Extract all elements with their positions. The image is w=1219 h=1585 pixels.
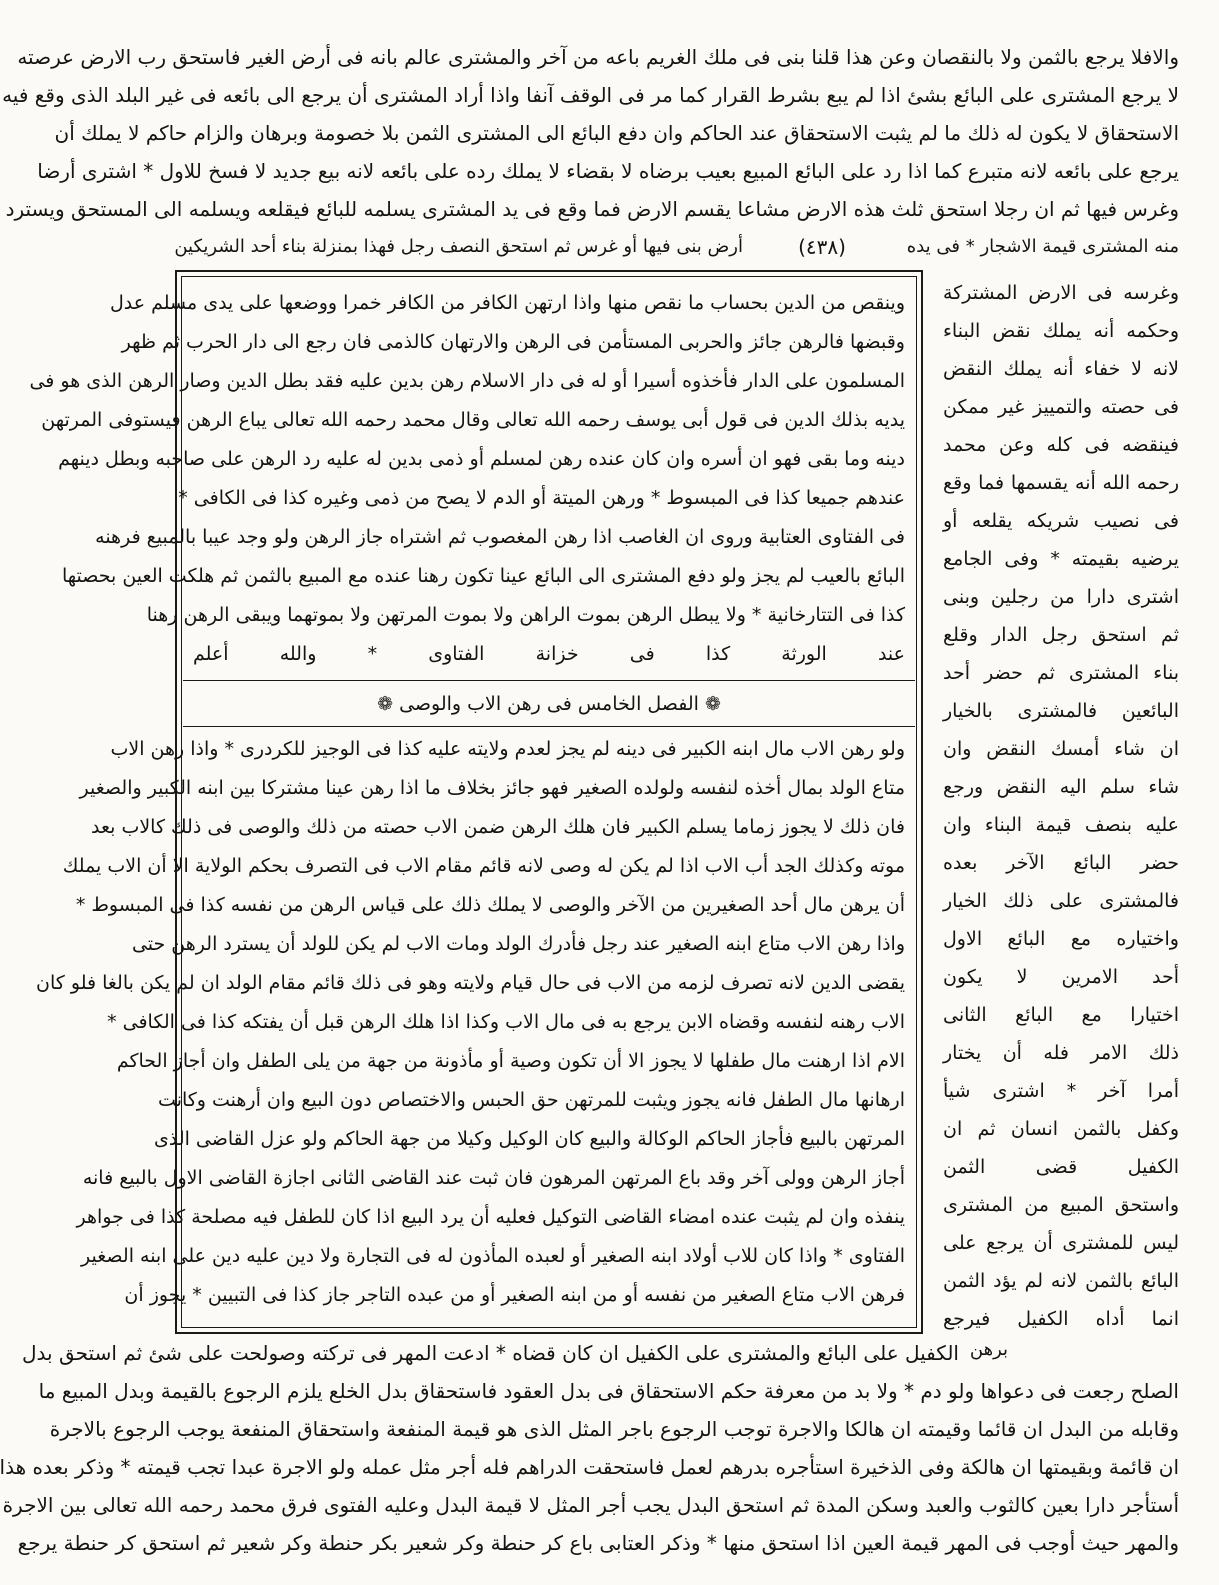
page-number: (٤٣٨) bbox=[798, 235, 846, 259]
side-line: اختيارا مع البائع الثانى bbox=[943, 1004, 1179, 1026]
top-line: يرجع على بائعه لانه متبرع كما اذا رد على البائع المبيع بعيب برضاه لا بقضاء لا يملك رده على بائعه لانه بيع جديد لا فسخ للاول * اشترى أرضا bbox=[37, 159, 1179, 183]
box-line: الفتاوى * واذا كان للاب أولاد ابنه الصغير أو لعبده المأذون له فى التجارة ولا دين عليه دين على ابنه الصغير bbox=[81, 1245, 905, 1267]
side-line: ليس للمشترى أن يرجع على bbox=[943, 1232, 1179, 1254]
bottom-line: الكفيل على البائع والمشترى على الكفيل ان كان قضاه * ادعت المهر فى تركته وصولحت على شئ ثم استحق بدل bbox=[22, 1341, 959, 1365]
box-line: فان ذلك لا يجوز زماما يسلم الكبير فان هلك الرهن ضمن الاب حصته من ذلك والوصى فى ذلك كالاب بعد bbox=[90, 816, 905, 838]
side-line: فى حصته والتمييز غير ممكن bbox=[943, 396, 1179, 418]
box-line: يقضى الدين لانه تصرف لزمه من الاب فى حال قيام ولايته وهو فى ذلك قائم مقام الولد ان لم يكن بالغا فلو كان bbox=[36, 972, 905, 994]
side-line: البائعين فالمشترى بالخيار bbox=[943, 700, 1179, 722]
side-line: وحكمه أنه يملك نقض البناء bbox=[943, 320, 1179, 342]
side-line: عليه بنصف قيمة البناء وان bbox=[943, 814, 1179, 836]
top-line: الاستحقاق لا يكون له ذلك ما لم يثبت الاستحقاق عند الحاكم وان دفع البائع الى المشترى الثمن بلا خصومة وبرهان والزام حاكم لا يملك أن bbox=[54, 121, 1179, 145]
bottom-line: ان قائمة وبقيمتها ان هالكة وفى الذخيرة استأجره بدرهم لعمل فاستحقت الدراهم فله أجر مثل عمله ولو الاجرة عبدا تجب قيمته * وذكر بعده هذا bbox=[0, 1455, 1179, 1479]
section-title bbox=[193, 686, 905, 722]
box-line: أجاز الرهن وولى آخر وقد باع المرتهن المرهون فان ثبت عند القاضى الثانى اجازة القاضى الاول بالبيع فانه bbox=[82, 1167, 905, 1189]
side-line: أحد الامرين لا يكون bbox=[943, 966, 1179, 988]
ornament-right-icon: ❁ bbox=[377, 693, 400, 715]
box-line: ينفذه وان لم يثبت عنده امضاء القاضى التوكيل فعليه أن يرد البيع اذا كان للطفل فيه مصلحة كذا فى جواهر bbox=[76, 1206, 905, 1228]
box-line: عند الورثة كذا فى خزانة الفتاوى * والله أعلم bbox=[193, 643, 905, 665]
box-line: أن يرهن مال أحد الصغيرين من الآخر والوصى لا يملك ذلك على قياس الرهن من نفسه كذا فى المبسوط * bbox=[75, 894, 905, 916]
side-line: وغرسه فى الارض المشتركة bbox=[943, 282, 1179, 304]
side-line: فينقضه فى كله وعن محمد bbox=[943, 434, 1179, 456]
box-line: متاع الولد بمال أخذه لنفسه ولولده الصغير فهو جائز بخلاف ما اذا رهن عينا مشتركا بين ابنه الكبير والصغير bbox=[79, 777, 905, 799]
side-line: أمرا آخر * اشترى شيأ bbox=[943, 1080, 1179, 1102]
side-line: واختياره مع البائع الاول bbox=[943, 928, 1179, 950]
bottom-line: والمهر حيث أوجب فى المهر قيمة العين اذا استحق منها * وذكر العتابى باع كر حنطة وكر شعير بكر حنطة وكر شعير ثم استحق كر حنطة يرجع bbox=[17, 1531, 1179, 1555]
caption-right: منه المشترى قيمة الاشجار * فى يده bbox=[906, 236, 1179, 257]
side-line: لانه لا خفاء أنه يملك النقض bbox=[943, 358, 1179, 380]
top-line: لا يرجع المشترى على البائع بشئ اذا لم يبع بشرط القرار كما مر فى الوقف آنفا واذا أراد المشترى أن يرجع الى بائعه فى غير البلد الذى وقع فيه bbox=[2, 83, 1179, 107]
box-line: فرهن الاب متاع الصغير من نفسه أو من ابنه الصغير أو من عبده التاجر جاز كذا فى التبيين * يجوز أن bbox=[124, 1284, 905, 1306]
bottom-line: أستأجر دارا بعين كالثوب والعبد وسكن المدة ثم استحق البدل يجب أجر المثل لا قيمة البدل وعليه الفتوى فرق محمد رحمه الله تعالى بين الاجرة bbox=[2, 1493, 1179, 1517]
box-line: البائع بالعيب لم يجز ولو دفع المشترى الى البائع عينا تكون رهنا عنده مع المبيع بالثمن ثم هلكت العين بحصتها bbox=[61, 565, 905, 587]
box-line: وقبضها فالرهن جائز والحربى المستأمن فى الرهن والارتهان كالذمى فان رجع الى دار الحرب ثم ظهر bbox=[121, 331, 905, 353]
box-line: ارهانها مال الطفل فانه يجوز ويثبت للمرتهن حق الحبس والاختصاص دون البيع وان أرهنت وكانت bbox=[158, 1089, 905, 1111]
box-line: الام اذا ارهنت مال طفلها لا يجوز الا أن تكون وصية أو مأذونة من جهة من يلى الطفل وان أجاز الحاكم bbox=[116, 1050, 905, 1072]
box-line: واذا رهن الاب متاع ابنه الصغير عند رجل فأدرك الولد ومات الاب لم يكن للولد أن يسترد الرهن حتى bbox=[131, 933, 905, 955]
box-line: الاب رهنه لنفسه وقضاه الابن يرجع به فى مال الاب وكذا اذا هلك الرهن قبل أن يفتكه كذا فى الكافى * bbox=[107, 1011, 905, 1033]
side-line: ذلك الامر فله أن يختار bbox=[943, 1042, 1179, 1064]
side-line: اشترى دارا من رجلين وبنى bbox=[943, 586, 1179, 608]
box-line: فى الفتاوى العتابية وروى ان الغاصب اذا رهن المغصوب ثم اشتراه جاز الرهن ولو وجد عيبا بالمبيع فرهنه bbox=[95, 526, 905, 548]
ornament-left-icon: ❁ bbox=[698, 693, 721, 715]
side-line: البائع بالثمن لانه لم يؤد الثمن bbox=[943, 1270, 1179, 1292]
box-line: يديه بذلك الدين فى قول أبى يوسف رحمه الله تعالى وقال محمد رحمه الله تعالى يباع الرهن فيستوفى المرتهن bbox=[41, 409, 905, 431]
section-rule-top bbox=[183, 680, 915, 681]
side-line: ثم استحق رجل الدار وقلع bbox=[943, 624, 1179, 646]
side-line: فى نصيب شريكه يقلعه أو bbox=[943, 510, 1179, 532]
side-line: فالمشترى على ذلك الخيار bbox=[943, 890, 1179, 912]
box-line: دينه وما بقى فهو ان أسره وان كان عنده رهن لمسلم أو ذمى بدين له عليه رد الرهن على صاحبه وبطل دينهم bbox=[58, 448, 905, 470]
bottom-line: الصلح رجعت فى دعواها ولو دم * ولا بد من معرفة حكم الاستحقاق فى بدل العقود فاستحقاق بدل الخلع يلزم الرجوع بالقيمة وبدل المبيع ما bbox=[38, 1379, 1179, 1403]
side-line: انما أداه الكفيل فيرجع bbox=[943, 1308, 1179, 1330]
box-line: المرتهن بالبيع فأجاز الحاكم الوكالة والبيع كان الوكيل وكيلا من جهة الحاكم ولو عزل القاضى الذى bbox=[153, 1128, 905, 1150]
box-line: كذا فى التتارخانية * ولا يبطل الرهن بموت الراهن ولا بموت المرتهن ولا بموتهما ويبقى الرهن رهنا bbox=[146, 604, 905, 626]
box-line: وينقص من الدين بحساب ما نقص منها واذا ارتهن الكافر من الكافر خمرا ووضعها على يدى مسلم عدل bbox=[109, 292, 905, 314]
top-line: والافلا يرجع بالثمن ولا بالنقصان وعن هذا قلنا بنى فى ملك الغريم باعه من آخر والمشترى عالم بانه فى أرض الغير فاستحق رب الارض عرصته bbox=[17, 45, 1179, 69]
box-line: ولو رهن الاب مال ابنه الكبير فى دينه لم يجز لعدم ولايته عليه كذا فى الوجيز للكردرى * واذا رهن الاب bbox=[110, 738, 905, 760]
box-line: عندهم جميعا كذا فى المبسوط * ورهن الميتة أو الدم لا يصح من ذمى وغيره كذا فى الكافى * bbox=[178, 487, 905, 509]
bottom-line: وقابله من البدل ان قائما وقيمته ان هالكا والاجرة توجب الرجوع باجر المثل الذى هو قيمة المنفعة واستحقاق المنفعة يوجب الرجوع بالاجرة bbox=[49, 1417, 1179, 1441]
section-title-text: الفصل الخامس فى رهن الاب والوصى bbox=[399, 693, 699, 715]
box-line: المسلمون على الدار فأخذوه أسيرا أو له فى دار الاسلام رهن بدين عليه فقد بطل الدين وصار الرهن الذى هو فى bbox=[29, 370, 905, 392]
side-line: حضر البائع الآخر بعده bbox=[943, 852, 1179, 874]
section-rule-bottom bbox=[183, 726, 915, 727]
side-line: رحمه الله أنه يقسمها فما وقع bbox=[943, 472, 1179, 494]
side-line: واستحق المبيع من المشترى bbox=[943, 1194, 1179, 1216]
caption-left: أرض بنى فيها أو غرس ثم استحق النصف رجل فهذا بمنزلة بناء أحد الشريكين bbox=[174, 236, 743, 257]
catchword-bottom: برهن bbox=[969, 1339, 1009, 1360]
side-line: يرضيه بقيمته * وفى الجامع bbox=[943, 548, 1179, 570]
top-line: وغرس فيها ثم ان رجلا استحق ثلث هذه الارض مشاعا يقسم الارض فما وقع فى يد المشترى يسلمه للبائع فيقلعه ويسلمه الى المستحق ويسترد bbox=[5, 197, 1179, 221]
box-line: موته وكذلك الجد أب الاب اذا لم يكن له وصى لانه قائم مقام الاب فى التصرف بحكم الولاية الا أن الاب يملك bbox=[62, 855, 905, 877]
side-line: بناء المشترى ثم حضر أحد bbox=[943, 662, 1179, 684]
side-line: شاء سلم اليه النقض ورجع bbox=[943, 776, 1179, 798]
side-line: وكفل بالثمن انسان ثم ان bbox=[943, 1118, 1179, 1140]
side-line: الكفيل قضى الثمن bbox=[943, 1156, 1179, 1178]
side-line: ان شاء أمسك النقض وان bbox=[943, 738, 1179, 760]
